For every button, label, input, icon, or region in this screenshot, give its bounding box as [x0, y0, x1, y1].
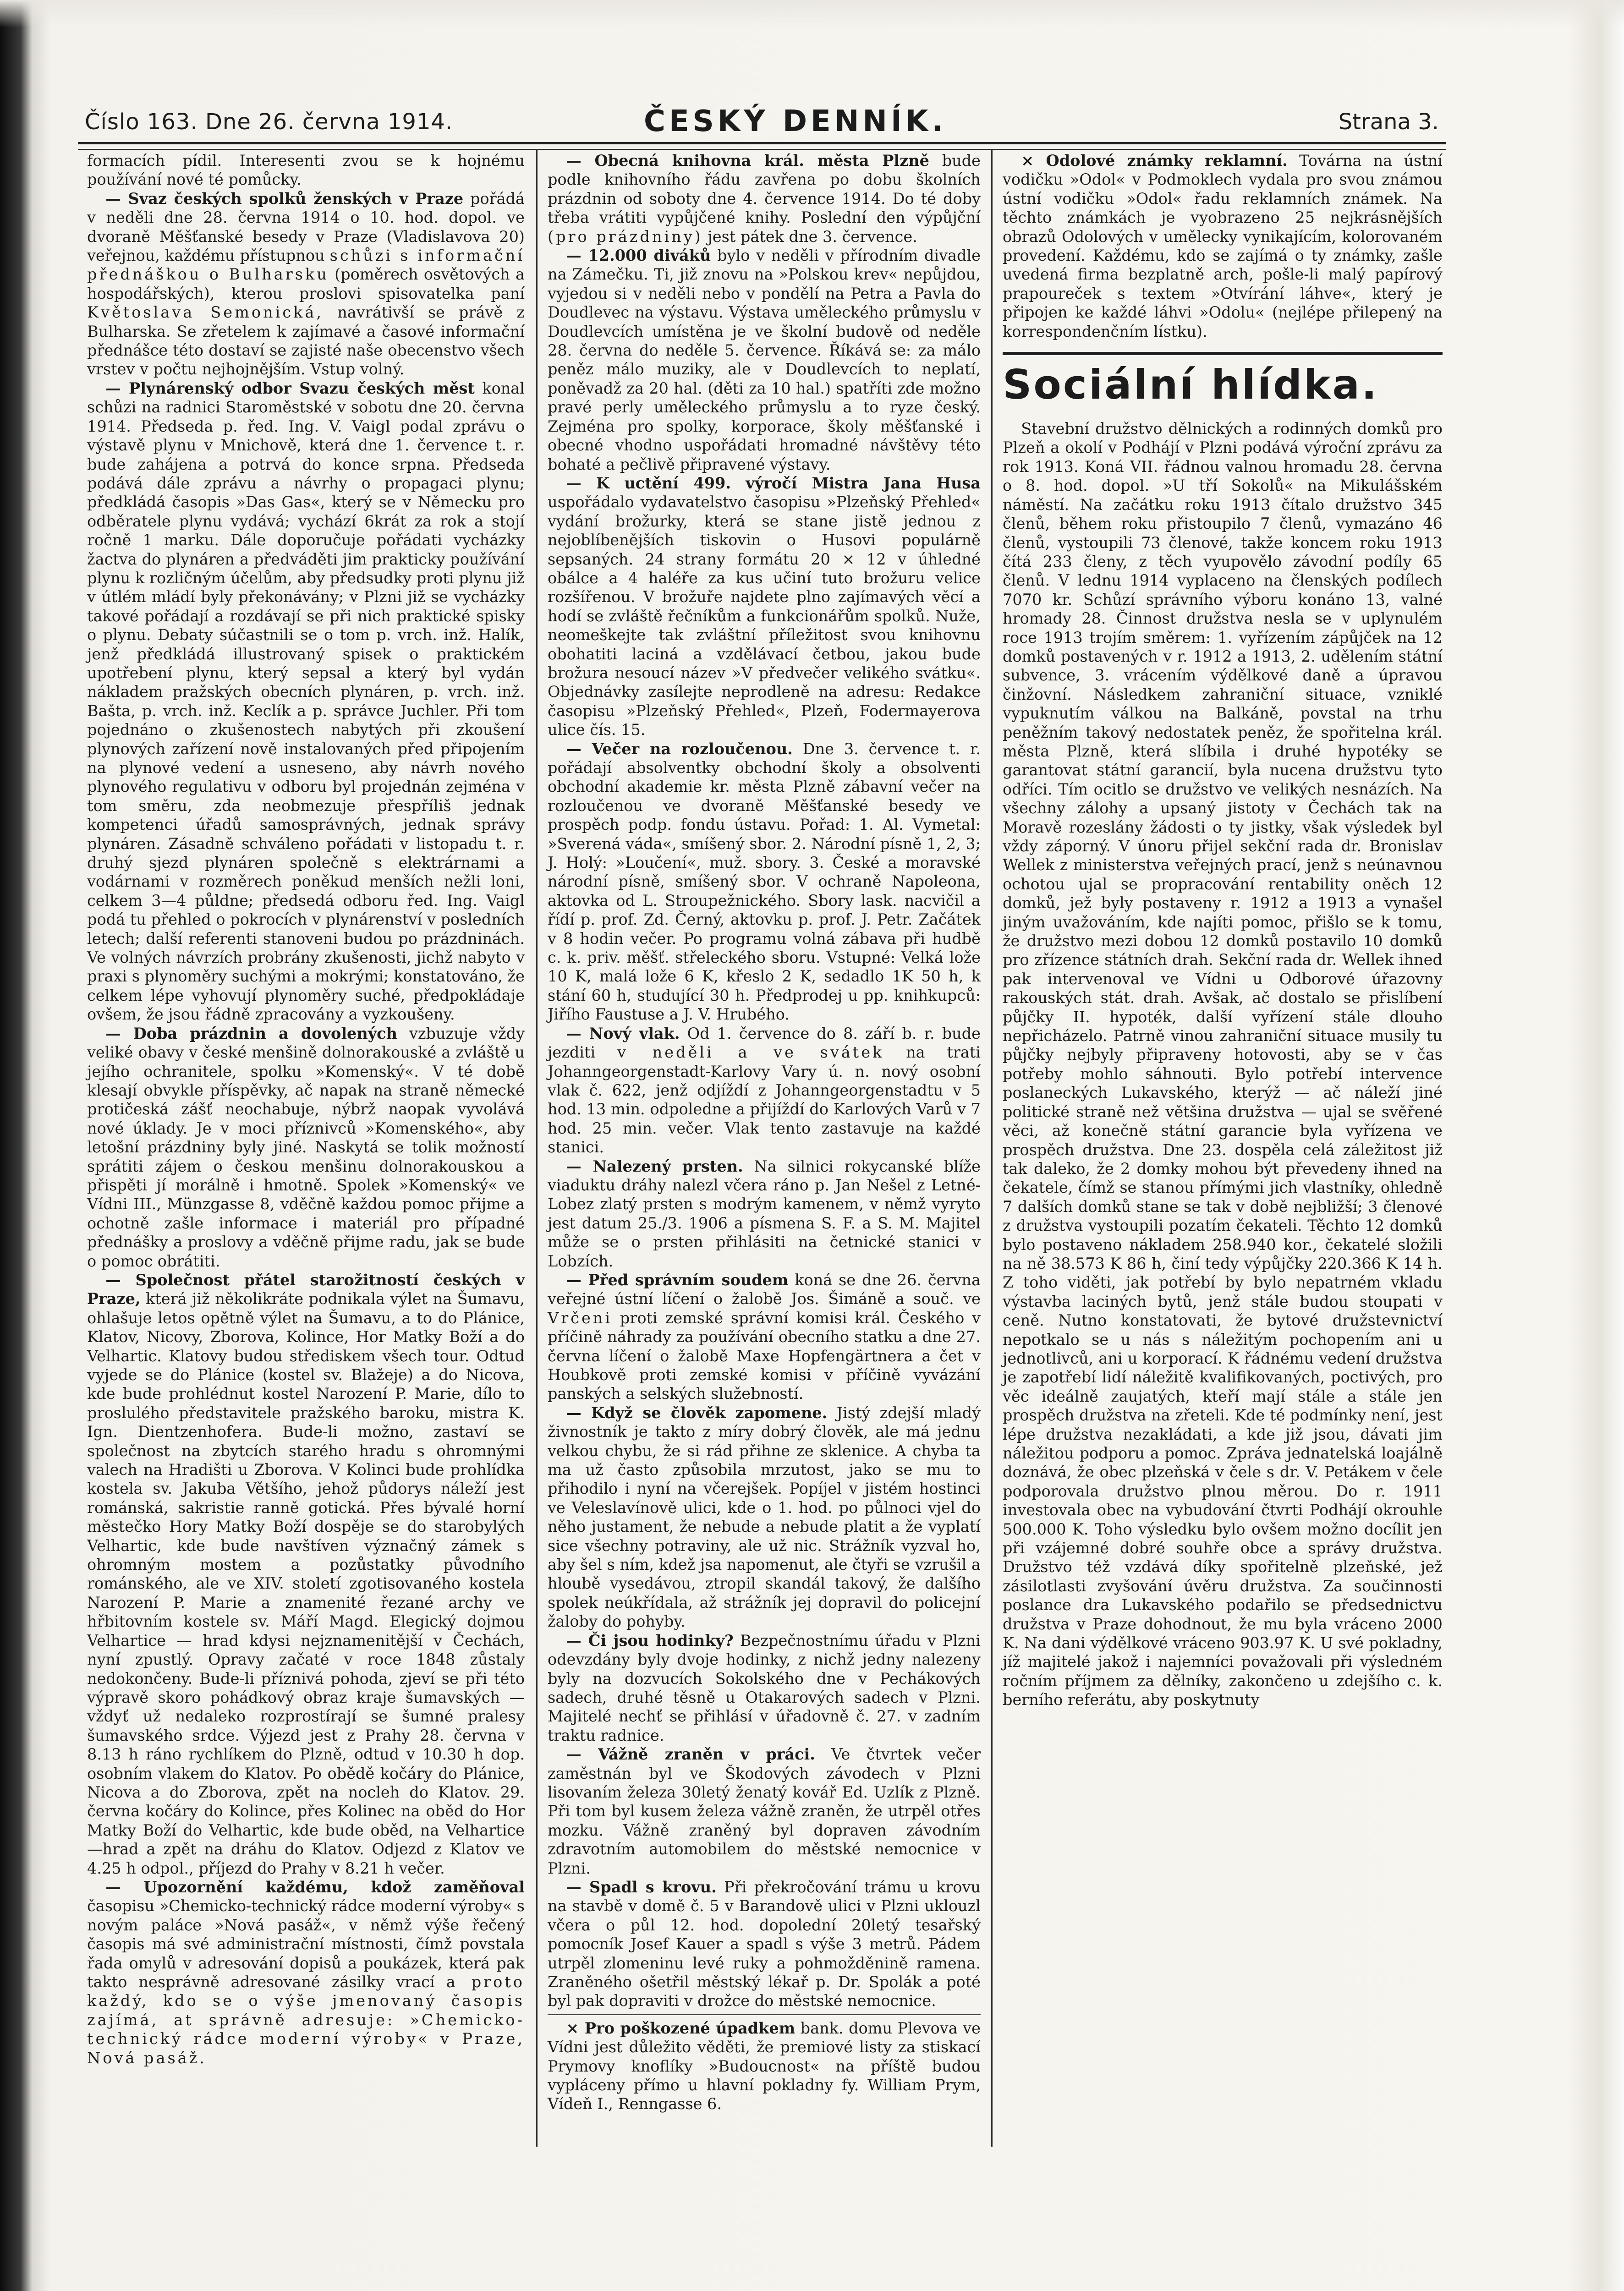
article-heading: — Večer na rozloučenou. [566, 740, 793, 758]
article-text: časopisu »Chemicko-technický rádce moderní výroby« s novým paláce »Nová pasáž«, v němž výše řečený časopis má své administrační místnosti, čímž povstala řada omylů v adresování dopisů a poukázek, která pak takto nesprávně adresované zásilky vrací [87, 1897, 525, 1991]
article-heading: — Plynárenský odbor Svazu českých měst [105, 379, 475, 397]
page-number: Strana 3. [1338, 109, 1439, 135]
column-2 [548, 151, 981, 2163]
article-text: Ve čtvrtek večer zaměstnán byl ve Škodových závodech v Plzni lisovaním železa 30letý ženatý kovář Ed. Uzlík z Plzně. Při tom byl kusem železa vážně zraněn, že utrpěl otřes mozku. Vážně zraněný byl dopraven závodním zdravotním automobilem do městské nemocnice v Plzni. [548, 1745, 981, 1877]
article-heading: — K uctění 499. výročí Mistra Jana Husa [566, 474, 981, 492]
column-3 [1003, 151, 1443, 2163]
article-text: Květoslava Semonická, [87, 303, 324, 322]
article [548, 1403, 981, 1631]
article-text: pořádá v neděli dne 28. června 1914 o 10. hod. dopol. ve dvoraně Měšťanské besedy v Praze (Vladislavova 20) veřejnou, každému přístupnou [87, 189, 525, 265]
article-text: bude podle knihovního řádu zavřena po dobu školních prázdnin od soboty dne 4. července 1914. Do té doby třeba vrátiti vypůjčené knihy. Poslední den výpůjční [548, 152, 981, 227]
article-text: formacích pídil. Interesenti zvou se k hojnému používání nové té pomůcky. [87, 152, 525, 189]
article [548, 1631, 981, 1745]
article [548, 1157, 981, 1271]
article [548, 1271, 981, 1403]
article [548, 151, 981, 246]
article [548, 2019, 981, 2114]
masthead: ČESKÝ DENNÍK. [644, 104, 947, 138]
article [87, 189, 525, 379]
article-heading: × Pro poškozené úpadkem [566, 2019, 796, 2037]
section-rule [548, 2014, 981, 2015]
article-text: bylo v neděli v přírodním divadle na Zámečku. Ti, již znovu na »Polskou krev« nepůjdou, vyjedou si v neděli nebo v pondělí na Petra a Pavla do Doudlevec na výstavu. Výstava uměleckého průmyslu v Doudlevcích umístěna je ve školní budově od neděle 28. června do neděle 5. července. Říkává se: za málo peněz málo muziky, ale v Doudlevcích to neplatí, poněvadž za 20 hal. (děti za 10 hal.) spatříti zde možno pravé perly uměleckého průmyslu a to ryze český. Zejména pro spolky, korporace, školy měšťanské i obecné vhodno uspořádati hromadné návštěvy této bohaté a pečlivě připravené výstavy. [548, 247, 981, 473]
article-heading: — Spadl s krovu. [566, 1878, 717, 1896]
article-heading: — Když se člověk zapomene. [566, 1403, 828, 1422]
article-heading: — Vážně zraněn v práci. [566, 1745, 815, 1764]
article-text: Jistý zdejší mladý živnostník je takto z míry dobrý člověk, ale má jednu velkou chybu, že si rád přihne ze sklenice. A chyba ta ma už často způsobila mrzutost, jako se mu to přihodilo i nyní na včerejšek. Popíjel v jistém hostinci ve Veleslavínově ulici, kde o 1. hod. po půlnoci vjel do něho justament, že nebude a nebude platit a že vyplatí sice všechny potraviny, ale už nic. Strážník vyzval ho, aby šel s ním, kdež jsa napomenut, ale čtyři se vzrušil a hloubě vysedávou, ztropil skandál takový, že dalšího spolek neúkřídala, až strážník jej dopravil do policejní žaloby do pohyby. [548, 1403, 981, 1631]
article-heading: — Upozornění každému, kdož zaměňoval [105, 1878, 525, 1896]
article [87, 1024, 525, 1271]
article-text: a proto každý, kdo se o výše jmenovaný časopis zajímá, at správně adresuje: »Chemicko-technický rádce moderní výroby« v Praze, Nová pasáž. [87, 1973, 525, 2067]
article [87, 1878, 525, 2067]
article-text: jest pátek dne 3. července. [708, 227, 917, 246]
article-text: v neděli a ve svátek [617, 1043, 884, 1062]
header-rule [78, 142, 1446, 150]
article-heading: — Obecná knihovna král. města Plzně [566, 152, 929, 170]
article-text: Na silnici rokycanské blíže viaduktu dráhy nalezl včera ráno p. Jan Nešel z Letné-Lobez zlatý prsten s modrým kamenem, v němž vyryto jest datum 25./3. 1906 a písmena S. F. a S. M. Majitel může se o prsten přihlásiti na četnické stanici v Lobzích. [548, 1157, 981, 1270]
article-text: (poměrech osvětových a hospodářských), kterou proslovi spisovatelka paní [87, 265, 525, 302]
article-text: konal schůzi na radnici Staroměstské v sobotu dne 20. června 1914. Předseda p. řed. Ing. V. Vaigl podal zprávu o výstavě plynu v Mnichově, která dne 1. července t. r. bude zahájena a potrvá do konce srpna. Předseda podává dále zprávu a návrhy o propagaci plynu; předkládá časopis »Das Gas«, který se v Německu pro odběratele plynu vydává; vychází 6krát za rok a stojí ročně 1 marku. Dále doporučuje pořádati vycházky žactva do plynáren a předváděti jim prakticky používání plynu k rozličným účelům, aby předsudky proti plynu již v útlém mládí byly překonávány; v Plzni již se vycházky takové pořádají a rozdávají se při nich praktické spisky o plynu. Debaty súčastnili se o tom p. vrch. inž. Halík, jenž předkládá illustrovaný spisek o praktickém upotřebení plynu, který sepsal a který byl vydán nákladem pražských obecních plynáren, p. vrch. inž. Bašta, p. vrch. inž. Keclík a p. správce Juchler. Při tom pojednáno o zkušenostech nabytých při zkoušení plynových zařízení nově instalovaných před připojením na plynové vedení a usneseno, aby návrh nového plynového regulativu v odboru byl projednán zejména v tom směru, zda neobmezuje přespříliš jednak kompetenci úřadů samosprávných, jednak správy plynáren. Zásadně schváleno pořádati v listopadu t. r. druhý sjezd plynáren společně s elektrárnami a vodárnami v rozměrech poněkud menších nežli loni, celkem 3—4 půldne; předsedá odboru řed. Ing. Vaigl podá tu přehled o pokrocích v plynárenství v posledních letech; další referenti stanoveni budou po prázdninách. Ve volných návrzích probrány zkušenosti, jichž nabyto v praxi s plynoměry suchými a mokrými; konstatováno, že celkem lépe vyhovují plynoměry suché, předpokládaje ovšem, že jsou řádně zpracovány a vyzkoušeny. [87, 379, 525, 1024]
column-divider [991, 149, 993, 2147]
section-title: Sociální hlídka. [1003, 361, 1379, 409]
article-text: Továrna na ústní vodičku »Odol« v Podmoklech vydala pro svou známou ústní vodičku »Odol« řadu reklamních známek. Na těchto známkách je vyobrazeno 25 nejkrásnějších obrazů Odolových v umělecky vynikajícím, kolorovaném provedení. Každému, kdo se zajímá o ty známky, zašle uvedená firma bezplatně arch, pošle-li malý papírový prapoureček s textem »Otvírání láhve«, který je připojen ke každé láhvi »Odolu« (nejlépe přilepený na korrespondenčním lístku). [1003, 152, 1443, 340]
article-text: (pro prázdniny) [548, 227, 703, 246]
page-header [85, 104, 1439, 141]
article-text: navrátivší se právě z Bulharska. Se zřetelem k zajímavé a časové informační přednášce této dostaví se zajisté naše obecenstvo všech vrstev v počtu nejhojnějším. Vstup volný. [87, 303, 525, 378]
article-text: schůzi s informační přednáškou o Bulharsku [87, 247, 525, 284]
article [87, 379, 525, 1024]
article-heading: — Doba prázdnin a dovolených [105, 1024, 397, 1042]
article-text: na trati Johanngeorgenstadt-Karlovy Vary ú. n. nový osobní vlak č. 622, jenž odjíždí z Johanngeorgenstadtu v 5 hod. 13 min. odpoledne a přijíždí do Karlových Varů v 7 hod. 25 min. večer. Vlak tento zastavuje na každé stanici. [548, 1043, 981, 1156]
page-edge [0, 0, 1624, 27]
article-text: koná se dne 26. června veřejné ústní líčení o žalobě Jos. Šimáně a souč. ve [548, 1271, 981, 1308]
article-heading: × Odolové známky reklamní. [1021, 152, 1288, 170]
article-text: Při překročování trámu u krovu na stavbě v domě č. 5 v Barandově ulici v Plzni uklouzl včera o půl 12. hod. dopolední 20letý tesařský pomocník Josef Kauer a spadl s výše 3 metrů. Pádem utrpěl zlomeninu levé ruky a pohmožděnině ramena. Zraněného ošetřil městský lékař p. Dr. Spolák a poté byl pak dopraviti v drožce do městské nemocnice. [548, 1878, 981, 2010]
article-heading: — Či jsou hodinky? [566, 1631, 734, 1650]
section-rule [1003, 352, 1443, 355]
article [1003, 151, 1443, 341]
issue-date: Číslo 163. Dne 26. června 1914. [85, 109, 453, 135]
article-text: Vrčeni [548, 1309, 613, 1327]
article [548, 474, 981, 740]
article-heading: — 12.000 diváků [566, 247, 711, 265]
article-heading: — Před správním soudem [566, 1271, 789, 1289]
article-text: Stavební družstvo dělnických a rodinných domků pro Plzeň a okolí v Podhájí v Plzni podává výroční zprávu za rok 1913. Koná VII. řádnou valnou hromadu 28. června o 8. hod. dopol. »U tří Sokolů« na Mikulášském náměstí. Na začátku roku 1913 čítalo družstvo 345 členů, během roku přistoupilo 7 členů, vymazáno 46 členů, vystoupili 73 členové, takže koncem roku 1913 čítá 233 členy, z těch vyupovělo závodní podíly 65 členů. V lednu 1914 vyplaceno na členských podílech 7070 kr. Schůzí správního výboru konáno 13, valné hromady 28. Činnost družstva nesla se v uplynulém roce 1913 trojím směrem: 1. vyřízením zápůjček na 12 domků postavených v r. 1912 a 1913, 2. udělením státní subvence, 3. vrácením výdělkové daně a úpravou činžovní. Následkem zahraniční situace, vzniklé vypuknutím válkou na Balkáně, povstal na trhu peněžním takový nedostatek peněz, že spořitelna král. města Plzně, která slíbila i druhé hypotéky se garantovat státní garancií, byla nucena družstvu tyto odříci. Tím ocitlo se družstvo ve velikých nesnázích. Na všechny zálohy a upsaný jistoty v Čechách tak na Moravě rozeslány žádosti o ty jistky, však výsledek byl vždy záporný. V únoru přijel sekční rada dr. Bronislav Wellek z ministerstva veřejných prací, jenž s neúnavnou ochotou ujal se propracování rentability oněch 12 domků, jež byly postaveny r. 1912 a 1913 a vynašel jiným uvažováním, kde najíti pomoc, přišlo se k tomu, že družstvo mezi dobou 12 domků postavilo 10 domků pro zřízence státních drah. Sekční rada dr. Wellek ihned pak intervenoval ve Vídni u Odborové úřazovny rakouských stát. drah. Avšak, ač dostalo se přislíbení půjčky II. hypoték, další vyřízení stále dlouho nepřicházelo. Patrně vinou zahraniční situace musily tu půjčky nejbyly připraveny hotovosti, aby se v čas potřeby mohlo sáhnouti. Bylo potřebí intervence poslaneckých Lukavského, kterýž — ač náleží jiné politické straně než většina družstva — ujal se svěřené věci, až konečně státní garancie byla vyřízena ve prospěch družstva. Dne 23. dospěla celá záležitost již tak daleko, že 2 domky mohou být převedeny ihned na čekatele, čímž se stanou přímými jich vlastníky, ohledně 7 dalších domků stane se tak v době nejbližší; 3 členové z družstva vystoupili pozatím čekateli. Těchto 12 domků bylo postaveno nákladem 258.940 kor., čekatelé složili na ně 38.573 K 86 h, činí tedy výpůjčky 220.366 K 14 h. Z toho viděti, jak potřebí by bylo nepatrném vkladu výstavba laciných bytů, jenž stále budou stoupati v ceně. Nutno konstatovati, že bytové družstevnictví nepotkalo se u nás s náležitým pochopením ani u jednotlivců, ani u korporací. K řádnému vedení družstva je zapotřebí lidí náležitě kvalifikovaných, poctivých, pro věc ideálně zaujatých, kteří mají stále a stále jen prospěch družstva na zřeteli. Kde té podmínky není, jest lépe družstva nezakládati, a kde již jsou, dávati jim náležitou podporu a pomoc. Zpráva jednatelská loajálně doznává, že obec plzeňská v čele s dr. V. Petákem v čele podporovala družstvo plnou měrou. Do r. 1911 investovala obec na vybudování čtvrti Podhájí okrouhle 500.000 K. Toho výsledku bylo ovšem možno docílit jen při vzájemné dobré souhře obce a správy družstva. Družstvo též vzdává díky spořitelně plzeňské, jež zásilotlasti zvyšování úvěru družstva. Za součinnosti poslance dra Lukavského podařilo se předsednictvu družstva v Praze dohodnout, že mu byla vráceno 2000 K. Na dani výdělkové vráceno 903.97 K. U své pokladny, jíž majitelé jakož i najemníci považovali při výsledném ročním příjmem za dělníky, zakončeno u zdejšího c. k. berního referátu, aby poskytnuty [1003, 420, 1443, 1709]
article [548, 740, 981, 1024]
column-divider [536, 149, 538, 2147]
article-heading: — Nový vlak. [566, 1024, 680, 1042]
article [87, 1271, 525, 1878]
article-heading: — Společnost přátel starožitností českých v Praze, [87, 1271, 525, 1308]
article-text: Dne 3. července t. r. pořádají absolventky obchodní školy a obsolventi obchodní akademie kr. města Plzně zábavní večer na rozloučenou ve dvoraně Měšťanské besedy ve prospěch podp. fondu ústavu. Pořad: 1. Al. Vymetal: »Sverená váda«, smíšený sbor. 2. Národní písně 1, 2, 3; J. Holý: »Loučení«, muž. sbory. 3. České a moravské národní písně, smíšený sbor. V ochraně Napoleona, aktovka od L. Stroupežnického. Sbory lask. nacvičil a řídí p. prof. Zd. Černý, aktovku p. prof. J. Petr. Začátek v 8 hodin večer. Po programu volná zábava při hudbě c. k. priv. měšť. střeleckého sboru. Vstupné: Velká lože 10 K, malá lože 6 K, křeslo 2 K, sedadlo 1K 50 h, k stání 60 h, studující 30 h. Předprodej u pp. knihkupců: Jiřího Faustuse a J. V. Hrubého. [548, 740, 981, 1024]
article-text: uspořádalo vydavatelstvo časopisu »Plzeňský Přehled« vydání brožurky, která se stane jistě jednou z nejoblíbenějších tiskovin o Husovi populárně sepsaných. 24 strany formátu 20 × 12 v úhledné obálce a 4 haléře za kus učiní tuto brožuru velice rozšířenou. V brožuře najdete plno zajímavých věcí a hodí se zvláště řečníkům a funkcionářům spolků. Nuže, neomeškejte tak zvláštní příležitost svou knihovnu obohatiti laciná a vzdělávací četbou, jakou bude brožura nesoucí název »V předvečer velikého svátku«. Objednávky zasílejte neprodleně na adresu: Redakce časopisu »Plzeňský Přehled«, Plzeň, Fodermayerova ulice čís. 15. [548, 493, 981, 739]
article [548, 1745, 981, 1878]
article [548, 1878, 981, 2011]
article [548, 246, 981, 474]
article-heading: — Nalezený prsten. [566, 1157, 743, 1175]
article-text: proti zemské správní komisi král. Českého v příčině náhrady za používání obecního statku a dne 27. června líčení o žalobě Maxe Hopfengärtnera a čet v Houbkově proti zemské komisi v příčině vyvázání panských a selských služebností. [548, 1309, 981, 1403]
article-text: Od 1. července do 8. září b. r. bude jezditi [548, 1024, 981, 1062]
article-text: Bezpečnostnímu úřadu v Plzni odevzdány byly dvoje hodinky, z nichž jedny nalezeny byly na dozvucích Sokolského dne v Pechákových sadech, druhé těsně u Otakarových sadech v Plzni. Majitelé nechť se přihlásí v úřadovně č. 27. v zadním traktu radnice. [548, 1631, 981, 1744]
article-text: vzbuzuje vždy veliké obavy v české menšině dolnorakouské a zvláště u jejího ochranitele, spolku »Komenský«. V té době klesají obvykle příspěvky, ač napak na straně německé protičeská zášť neochabuje, nýbrž naopak vyvolává nové úklady. Je v moci příznivců »Komenského«, aby letošní prázdniny byly jiné. Naskytá se tolik možností sprátiti zájem o českou menšinu dolnorakouskou a přispěti jí morálně i hmotně. Spolek »Komenský« ve Vídni III., Münzgasse 8, vděčně každou pomoc přijme a ochotně zašle informace i materiál pro případné přednášky a proslovy a vděčně přijme radu, jak se bude o pomoc obrátiti. [87, 1024, 525, 1270]
article [548, 1024, 981, 1157]
article-text: která již několikráte podnikala výlet na Šumavu, ohlašuje letos opětně výlet na Šumavu, a to do Plánice, Klatov, Nicovy, Zborova, Kolince, Hor Matky Boží a do Velhartic. Klatovy budou střediskem všech tour. Odtud vyjede se do Plánice (kostel sv. Blažeje) a do Nicova, kde bude prohlédnut kostel Narození P. Marie, dílo to proslulého představitele pražského baroku, mistra K. Ign. Dientzenhofera. Bude-li možno, zastaví se společnost na zbytcích starého hradu s ohromnými valech na Hradišti u Zborova. V Kolinci bude prohlídka kostela sv. Jakuba Většího, jehož půdorys náleží jest románská, sakristie ranně gotická. Přes bývalé horní městečko Hory Matky Boží dospěje se do starobylých Velhartic, kde bude navštíven význačný zámek s ohromným mostem a pozůstatky původního románského, ale ve XIV. století zgotisovaného kostela Narození P. Marie a znamenité řezané archy ve hřbitovním kostele sv. Máří Magd. Elegický dojmou Velhartice — hrad kdysi nejznamenitější v Čechách, nyní zpustlý. Opravy začaté v roce 1848 zůstaly nedokončeny. Bude-li příznivá pohoda, zjeví se při této výpravě skoro pohádkový obraz kraje šumavských — vždyť už nedaleko rozprostírají se šumné pralesy šumavského srdce. Výjezd jest z Prahy 28. června v 8.13 h ráno rychlíkem do Plzně, odtud v 10.30 h dop. osobním vlakem do Klatov. Po obědě kočáry do Plánice, Nicova a do Zborova, zpět na nocleh do Klatov. 29. června kočáry do Kolince, přes Kolinec na oběd do Hor Matky Boží do Velhartic, kde bude oběd, na Velhartice—hrad a zpět na dráhu do Klatov. Odjezd z Klatov ve 4.25 h odpol., příjezd do Prahy v 8.21 h večer. [87, 1290, 525, 1877]
article-text: bank. domu Plevova ve Vídni jest důležito věděti, že premiové listy za stiskací Prymovy knoflíky »Budoucnost« na příště budou vypláceny přímo u hlavní pokladny fy. William Prym, Vídeň I., Renngasse 6. [548, 2019, 981, 2113]
article-heading: — Svaz českých spolků ženských v Praze [105, 189, 464, 208]
column-1 [87, 151, 525, 2163]
